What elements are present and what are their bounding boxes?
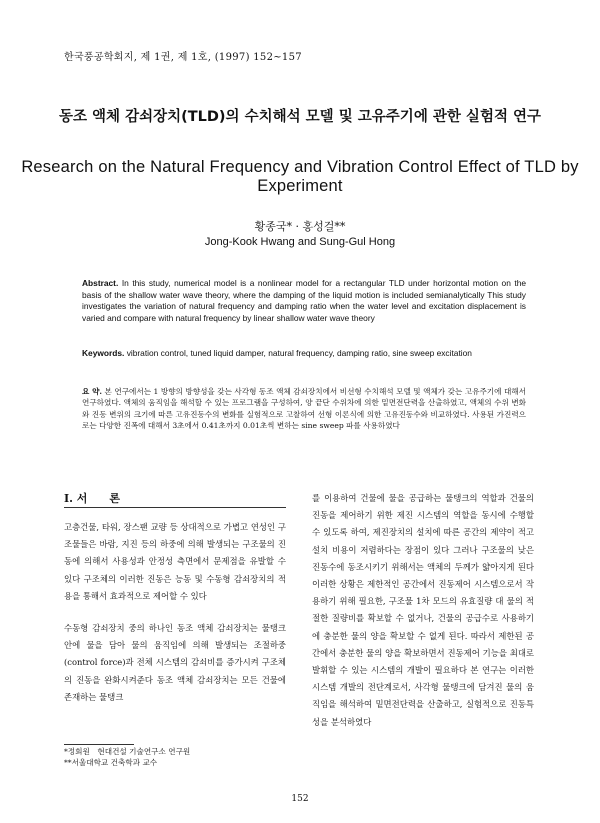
footnote-1: *정회원 현대건설 기술연구소 연구원 (64, 747, 191, 756)
footnote-divider (64, 744, 134, 745)
right-column (312, 490, 534, 731)
summary-label: 요 약. (82, 387, 103, 396)
abstract (82, 278, 526, 324)
keywords (82, 348, 526, 360)
keywords-text: vibration control, tuned liquid damper, natural frequency, damping ratio, sine sweep excitation (126, 348, 472, 358)
intro-paragraph-1: 고층건물, 타워, 장스팬 교량 등 상대적으로 가볍고 연성인 구조물들은 바람, 지진 등의 하중에 의해 발생되는 구조물의 진동에 의해서 사용성과 안정성 측면에서 문제점을 유발할 수 있다 구조체의 이러한 진동은 능동 및 수동형 감쇠장치의 적용을 통해서 효과적으로 제어할 수 있다 (64, 522, 286, 601)
intro-paragraph-3: 를 이용하여 건물에 물을 공급하는 물탱크의 역할과 건물의 진동을 제어하기 위한 제진 시스템의 역할을 동시에 수행할 수 있도록 하여, 제진장치의 설치에 따른 공간의 제약이 적고 설치 비용이 저렴하다는 장점이 있다 그러나 구조물의 낮은 진동수에 동조시키기 위해서는 액체의 두께가 얇아지게 된다 이러한 상황은 제한적인 공간에서 진동제어 시스템으로서 작용하기 위해 필요한, 구조물 1차 모드의 유효질량 대 물의 적절한 질량비를 확보할 수 없거나, 건물의 공급수로 사용하기에 충분한 물의 양을 확보할 수 없게 된다. 따라서 제한된 공간에서 충분한 물의 양을 확보하면서 진동제어 기능을 최대로 발휘할 수 있는 시스템의 개발이 필요하다 본 연구는 이러한 시스템 개발의 전단계로서, 사각형 물탱크에 담겨진 물의 움직임을 해석하여 밑면전단력을 산출하고, 실험적으로 진동특성을 분석하였다 (312, 493, 534, 727)
keywords-label: Keywords. (82, 348, 125, 358)
section-divider (64, 507, 286, 508)
korean-summary (82, 386, 526, 432)
left-column (64, 519, 286, 706)
summary-text: 본 연구에서는 1 방향의 방향성을 갖는 사각형 동조 액체 감쇠장치에서 비선형 수치해석 모델 및 액체가 갖는 고유주기에 대해서 연구하였다. 액체의 움직임을 해석할 수 있는 프로그램을 구성하여, 양 끝단 수위차에 의한 밑면전단력을 산출하였고, 액체의 수위 변화와 진동 변위의 크기에 따른 고유진동수의 변화를 실험적으로 고찰하여 선형 이론식에 의한 고유진동수와 비교하였다. 사용된 가진력으로는 다양한 진폭에 대해서 3초에서 0.41초까지 0.01초씩 변하는 sine sweep 파를 사용하였다 (82, 387, 526, 431)
korean-title: 동조 액체 감쇠장치(TLD)의 수치해석 모델 및 고유주기에 관한 실험적 연구 (58, 109, 542, 125)
footnotes (64, 746, 286, 768)
section-heading-introduction: I. 서 론 (64, 492, 121, 505)
intro-paragraph-2: 수동형 감쇠장치 중의 하나인 동조 액체 감쇠장치는 물탱크 안에 물을 담아 물의 움직임에 의해 발생되는 조절하중(control force)과 전체 시스템의 감쇠비를 증가시켜 구조체의 진동을 완화시켜준다 동조 액체 감쇠장치는 모든 건물에 존재하는 물탱크 (64, 623, 286, 702)
english-authors: Jong-Kook Hwang and Sung-Gul Hong (204, 236, 396, 248)
english-title: Research on the Natural Frequency and Vibration Control Effect of TLD by Experiment (21, 158, 579, 195)
abstract-label: Abstract. (82, 278, 119, 288)
abstract-text: In this study, numerical model is a nonlinear model for a rectangular TLD under horizontal motion on the basis of the shallow water wave theory, where the damping of the liquid motion is included semianalytically This study investigates the variation of natural frequency and damping ratio when the water level and excitation displacement is varied and compare with natural frequency by linear shallow water wave theory (82, 278, 527, 323)
korean-authors: 황종국* · 홍성걸** (254, 220, 346, 233)
footnote-2: **서울대학교 건축학과 교수 (64, 758, 158, 767)
page-number: 152 (291, 794, 309, 804)
journal-citation: 한국풍공학회지, 제 1권, 제 1호, (1997) 152~157 (64, 52, 302, 63)
